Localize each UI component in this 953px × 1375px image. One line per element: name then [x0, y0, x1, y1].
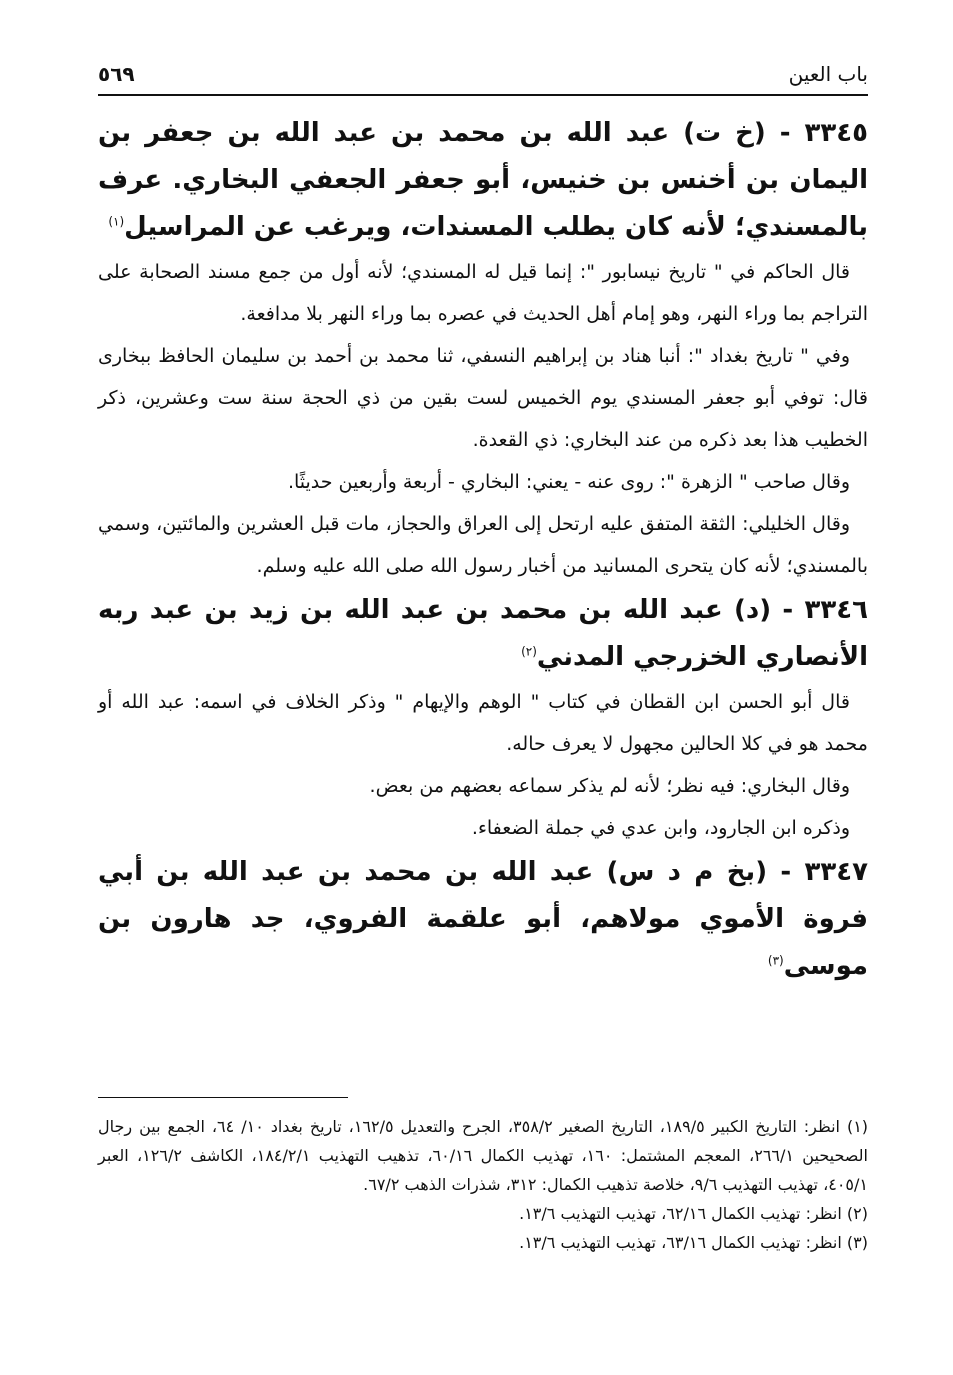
page-number: ٥٦٩	[98, 62, 135, 86]
entry-heading-3346: ٣٣٤٦ - (د) عبد الله بن محمد بن عبد الله بن زيد بن عبد ربه الأنصاري الخزرجي المدني$^{(٢)}$	[98, 595, 868, 672]
footnote-3: (٣) انظر: تهذيب الكمال ٦٣/١٦، تهذيب التهذيب ١٣/٦.	[519, 1233, 868, 1252]
chapter-title: باب العين	[788, 62, 868, 86]
footnote-2: (٢) انظر: تهذيب الكمال ٦٢/١٦، تهذيب التهذيب ١٣/٦.	[519, 1204, 868, 1223]
running-head	[98, 60, 868, 96]
entry-heading-3347: ٣٣٤٧ - (بخ م د س) عبد الله بن محمد بن عبد الله بن أبي فروة الأموي مولاهم، أبو علقمة الفروي، جد هارون بن موسى$^{(٣)}$	[98, 857, 868, 981]
footnote-ref-2: (٢)	[521, 644, 537, 659]
entry-heading-3345: ٣٣٤٥ - (خ ت) عبد الله بن محمد بن عبد الله بن جعفر بن اليمان بن أخنس بن خنيس، أبو جعفر الجعفي البخاري. عرف بالمسندي؛ لأنه كان يطلب المسندات، ويرغب عن المراسيل$^{(١)}$	[98, 118, 868, 242]
entry-paragraph: قال الحاكم في " تاريخ نيسابور ": إنما قيل له المسندي؛ لأنه أول من جمع مسند الصحابة على التراجم بما وراء النهر، وهو إمام أهل الحديث في عصره بما وراء النهر بلا مدافعة.	[98, 261, 868, 325]
entry-paragraph: وقال صاحب " الزهرة ": روى عنه - يعني: البخاري - أربعة وأربعين حديثًا.	[287, 471, 850, 493]
footnotes	[98, 1112, 868, 1257]
entry-paragraph: وفي " تاريخ بغداد ": أنبا هناد بن إبراهيم النسفي، ثنا محمد بن أحمد بن سليمان الحافظ ببخارى قال: توفي أبو جعفر المسندي يوم الخميس لست بقين من ذي الحجة سنة ست وعشرين، ذكر الخطيب هذا بعد ذكره من عند البخاري: ذي القعدة.	[98, 345, 868, 451]
entry-paragraph: قال أبو الحسن ابن القطان في كتاب " الوهم والإيهام " وذكر الخلاف في اسمه: عبد الله أو محمد هو في كلا الحالين مجهول لا يعرف حاله.	[98, 691, 868, 755]
entry-paragraph: وقال البخاري: فيه نظر؛ لأنه لم يذكر سماعه بعضهم من بعض.	[369, 775, 850, 797]
footnote-ref-1: (١)	[108, 214, 125, 229]
entry-paragraph: وذكره ابن الجارود، وابن عدي في جملة الضعفاء.	[471, 817, 850, 839]
entry-paragraph: وقال الخليلي: الثقة المتفق عليه ارتحل إلى العراق والحجاز، مات قبل العشرين والمائتين، وسمي بالمسندي؛ لأنه كان يتحرى المسانيد من أخبار رسول الله صلى الله عليه وسلم.	[98, 513, 868, 577]
footnote-1: (١) انظر: التاريخ الكبير ١٨٩/٥، التاريخ الصغير ٣٥٨/٢، الجرح والتعديل ١٦٢/٥، تاريخ بغداد ١٠/ ٦٤، الجمع بين رجال الصحيحين ٢٦٦/١، المعجم المشتمل: ١٦٠، تهذيب الكمال ٦٠/١٦، تذهيب التهذيب ١٨٤/٢/١، الكاشف ١٢٦/٢، العبر ٤٠٥/١، تهذيب التهذيب ٩/٦، خلاصة تذهيب الكمال: ٣١٢، شذرات الذهب ٦٧/٢.	[98, 1117, 869, 1194]
main-text	[98, 110, 868, 990]
footnote-ref-3: (٣)	[767, 953, 784, 968]
footnote-divider	[98, 1097, 348, 1098]
